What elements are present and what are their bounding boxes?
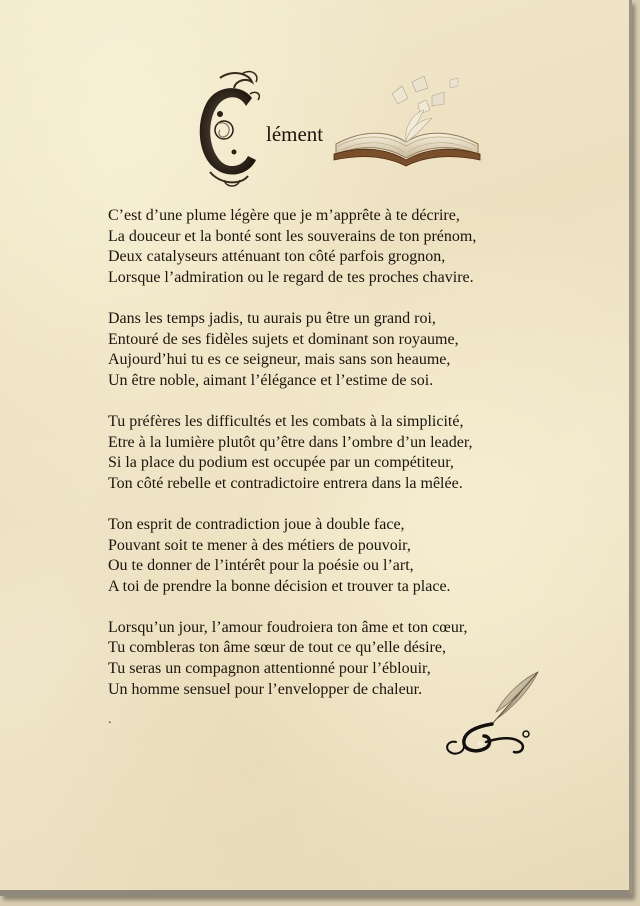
poem-line: Aujourd’hui tu es ce seigneur, mais sans son heaume, — [108, 351, 451, 369]
ornate-dropcap-c — [190, 68, 270, 190]
stanza — [108, 206, 558, 288]
poem-line: Ou te donner de l’intérêt pour la poésie ou l’art, — [108, 557, 414, 575]
poem-line: Dans les temps jadis, tu aurais pu être un grand roi, — [108, 309, 436, 327]
poem-line: Etre à la lumière plutôt qu’être dans l’ombre d’un leader, — [108, 433, 473, 451]
poem-line: Pouvant soit te mener à des métiers de pouvoir, — [108, 536, 411, 554]
poem-line: A toi de prendre la bonne décision et trouver ta place. — [108, 577, 451, 595]
poem-line: Ton côté rebelle et contradictoire entrera dans la mêlée. — [108, 474, 463, 492]
poem-line: Tu seras un compagnon attentionné pour l’éblouir, — [108, 660, 431, 678]
poem-line: Tu combleras ton âme sœur de tout ce qu’elle désire, — [108, 639, 446, 657]
poem-line: Si la place du podium est occupée par un compétiteur, — [108, 454, 454, 472]
trailing-mark: . — [108, 712, 112, 727]
poem-line: Un être noble, aimant l’élégance et l’estime de soi. — [108, 371, 434, 389]
stanza — [108, 412, 558, 494]
poem-line: Lorsque l’admiration ou le regard de tes proches chavire. — [108, 268, 474, 286]
poem-title — [190, 68, 490, 198]
poem-body — [108, 206, 558, 721]
poem-line: La douceur et la bonté sont les souverains de ton prénom, — [108, 227, 477, 245]
quill-ornament-icon — [440, 668, 550, 763]
stanza — [108, 309, 558, 391]
poem-line: Ton esprit de contradiction joue à double face, — [108, 515, 405, 533]
poem-line: C’est d’une plume légère que je m’apprête à te décrire, — [108, 207, 460, 224]
poem-line: Deux catalyseurs atténuant ton côté parfois grognon, — [108, 248, 446, 266]
poem-line: Un homme sensuel pour l’envelopper de chaleur. — [108, 680, 423, 698]
poem-line: Entouré de ses fidèles sujets et dominant son royaume, — [108, 330, 459, 348]
poem-line: Tu préfères les difficultés et les combats à la simplicité, — [108, 412, 464, 430]
title-text: lément — [266, 122, 324, 146]
open-book-icon — [332, 74, 482, 170]
stanza — [108, 515, 558, 597]
poem-line: Lorsqu’un jour, l’amour foudroiera ton âme et ton cœur, — [108, 618, 468, 636]
